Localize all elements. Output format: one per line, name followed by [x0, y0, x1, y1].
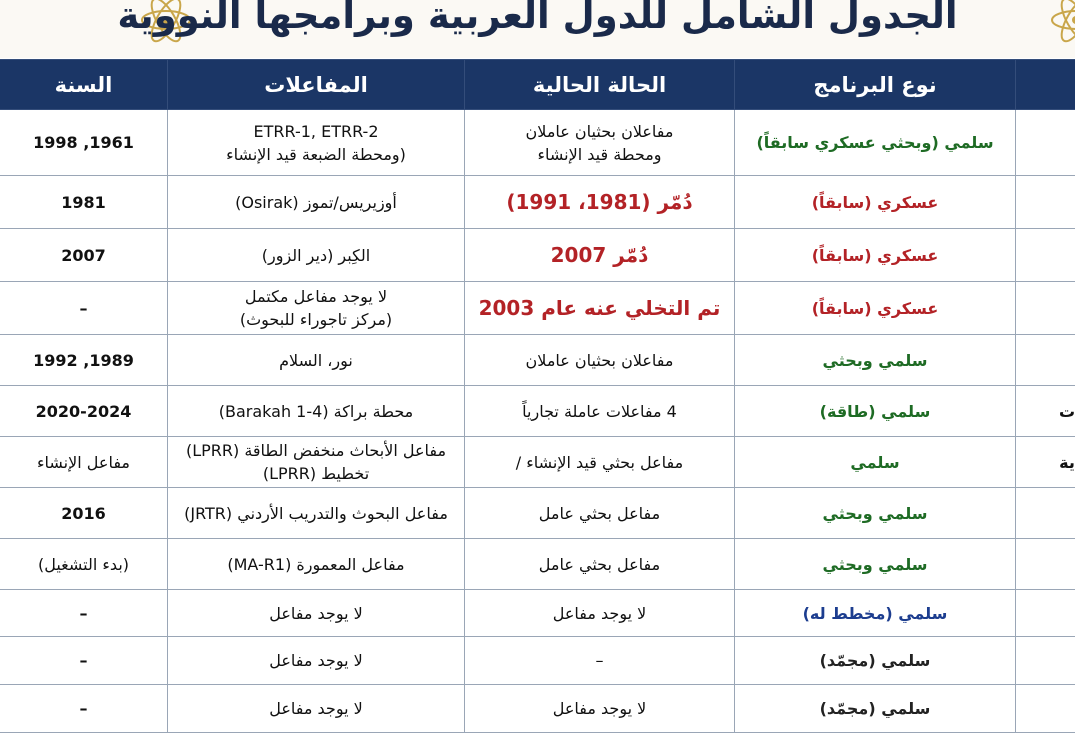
- country-cell: [1016, 488, 1075, 539]
- table-row: [0, 488, 1075, 539]
- status-cell: [465, 637, 735, 685]
- reactors-cell: [168, 437, 465, 488]
- reactors-cell: [168, 176, 465, 229]
- status-text: مفاعلان بحثيان عاملان: [471, 349, 728, 372]
- reactors-text: مفاعل البحوث والتدريب الأردني (JRTR): [174, 502, 458, 525]
- country-cell: [1016, 335, 1075, 386]
- program-type-cell: عسكري (سابقاً): [735, 176, 1016, 229]
- table-header-row: [0, 60, 1075, 110]
- reactors-text-line2: (ومحطة الضبعة قيد الإنشاء: [174, 143, 458, 166]
- year-cell: 1989, 1992: [0, 335, 168, 386]
- country-cell: [1016, 539, 1075, 590]
- status-text: –: [471, 649, 728, 672]
- status-text: 4 مفاعلات عاملة تجارياً: [471, 400, 728, 423]
- reactors-cell: [168, 229, 465, 282]
- table-row: [0, 637, 1075, 685]
- reactors-text: ETRR-1, ETRR-2: [174, 120, 458, 143]
- country-cell: [1016, 176, 1075, 229]
- country-cell: [1016, 685, 1075, 733]
- header-status: الحالة الحالية: [465, 60, 735, 110]
- table-row: [0, 335, 1075, 386]
- year-cell: مفاعل الإنشاء: [0, 437, 168, 488]
- header-country: [1016, 60, 1075, 110]
- title-bar: [0, 0, 1075, 58]
- program-type-cell: عسكري (سابقاً): [735, 282, 1016, 335]
- header-year: السنة: [0, 60, 168, 110]
- status-text-line2: ومحطة قيد الإنشاء: [471, 143, 728, 166]
- status-cell: [465, 229, 735, 282]
- atom-icon: [1048, 0, 1075, 48]
- status-cell: [465, 282, 735, 335]
- reactors-text: مفاعل المعمورة (MA-R1): [174, 553, 458, 576]
- reactors-cell: [168, 637, 465, 685]
- reactors-text: لا يوجد مفاعل: [174, 602, 458, 625]
- reactors-text-line2: تخطيط (LPRR): [174, 462, 458, 485]
- year-cell: 2016: [0, 488, 168, 539]
- table-body: [0, 110, 1075, 733]
- year-cell: 2020-2024: [0, 386, 168, 437]
- status-text: لا يوجد مفاعل: [471, 697, 728, 720]
- table-row: [0, 685, 1075, 733]
- status-text: دُمّر 2007: [471, 244, 728, 267]
- header-reactors: المفاعلات: [168, 60, 465, 110]
- status-cell: [465, 437, 735, 488]
- reactors-text: لا يوجد مفاعل مكتمل: [174, 285, 458, 308]
- nuclear-programs-table: [0, 59, 1075, 733]
- reactors-text: أوزيريس/تموز (Osirak): [174, 191, 458, 214]
- year-cell: 1981: [0, 176, 168, 229]
- status-cell: [465, 488, 735, 539]
- program-type-cell: سلمي: [735, 437, 1016, 488]
- year-cell: –: [0, 282, 168, 335]
- status-cell: [465, 386, 735, 437]
- table-row: [0, 176, 1075, 229]
- program-type-cell: سلمي (مجمّد): [735, 637, 1016, 685]
- status-cell: [465, 685, 735, 733]
- program-type-cell: سلمي (مخطط له): [735, 590, 1016, 637]
- table-row: [0, 110, 1075, 176]
- reactors-text: مفاعل الأبحاث منخفض الطاقة (LPRR): [174, 439, 458, 462]
- status-text: مفاعل بحثي عامل: [471, 502, 728, 525]
- reactors-cell: [168, 386, 465, 437]
- year-cell: –: [0, 637, 168, 685]
- status-text: لا يوجد مفاعل: [471, 602, 728, 625]
- year-cell: 1961, 1998: [0, 110, 168, 176]
- reactors-cell: [168, 282, 465, 335]
- country-cell: [1016, 282, 1075, 335]
- program-type-cell: سلمي وبحثي: [735, 488, 1016, 539]
- status-cell: [465, 539, 735, 590]
- year-cell: –: [0, 685, 168, 733]
- status-cell: [465, 335, 735, 386]
- page-title: الجدول الشامل للدول العربية وبرامجها النووية: [0, 0, 1075, 37]
- reactors-cell: [168, 488, 465, 539]
- reactors-cell: [168, 685, 465, 733]
- reactors-text: لا يوجد مفاعل: [174, 697, 458, 720]
- year-cell: –: [0, 590, 168, 637]
- status-text: تم التخلي عنه عام 2003: [471, 297, 728, 320]
- program-type-cell: سلمي وبحثي: [735, 539, 1016, 590]
- status-text: مفاعلان بحثيان عاملان: [471, 120, 728, 143]
- program-type-cell: عسكري (سابقاً): [735, 229, 1016, 282]
- status-text: مفاعل بحثي قيد الإنشاء /: [471, 451, 728, 474]
- table-row: [0, 282, 1075, 335]
- reactors-cell: [168, 110, 465, 176]
- year-cell: (بدء التشغيل): [0, 539, 168, 590]
- status-text: دُمّر (1981، 1991): [471, 191, 728, 214]
- table-row: [0, 437, 1075, 488]
- table-row: [0, 229, 1075, 282]
- table-row: [0, 386, 1075, 437]
- program-type-cell: سلمي (مجمّد): [735, 685, 1016, 733]
- reactors-cell: [168, 335, 465, 386]
- reactors-cell: [168, 539, 465, 590]
- reactors-text-line2: (مركز تاجوراء للبحوث): [174, 308, 458, 331]
- country-cell: [1016, 110, 1075, 176]
- status-cell: [465, 110, 735, 176]
- country-cell: [1016, 590, 1075, 637]
- reactors-text: لا يوجد مفاعل: [174, 649, 458, 672]
- reactors-text: محطة براكة (Barakah 1-4): [174, 400, 458, 423]
- country-cell: [1016, 637, 1075, 685]
- reactors-text: نور، السلام: [174, 349, 458, 372]
- status-text: مفاعل بحثي عامل: [471, 553, 728, 576]
- status-cell: [465, 176, 735, 229]
- table-row: [0, 590, 1075, 637]
- year-cell: 2007: [0, 229, 168, 282]
- country-cell: [1016, 229, 1075, 282]
- program-type-cell: سلمي وبحثي: [735, 335, 1016, 386]
- reactors-text: الكِبر (دير الزور): [174, 244, 458, 267]
- reactors-cell: [168, 590, 465, 637]
- country-cell: ية: [1016, 437, 1075, 488]
- table-row: [0, 539, 1075, 590]
- program-type-cell: سلمي (طاقة): [735, 386, 1016, 437]
- program-type-cell: سلمي (وبحثي عسكري سابقاً): [735, 110, 1016, 176]
- header-program-type: نوع البرنامج: [735, 60, 1016, 110]
- country-cell: ت: [1016, 386, 1075, 437]
- status-cell: [465, 590, 735, 637]
